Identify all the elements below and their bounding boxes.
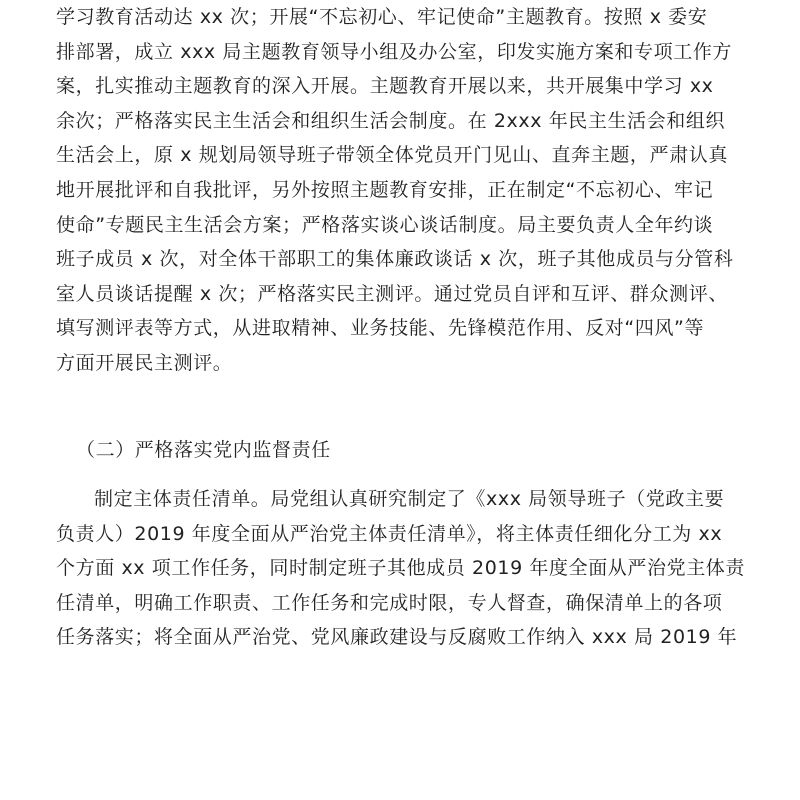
text-line: 负责人）2019 年度全面从严治党主体责任清单》，将主体责任细化分工为 xx	[56, 522, 723, 545]
text-line: 制定主体责任清单。局党组认真研究制定了《xxx 局领导班子（党政主要	[94, 488, 725, 510]
text-line: 室人员谈话提醒 x 次；严格落实民主测评。通过党员自评和互评、群众测评、	[56, 282, 728, 305]
text-line: 生活会上，原 x 规划局领导班子带领全体党员开门见山、直奔主题，严肃认真	[56, 144, 728, 167]
text-line: 方面开展民主测评。	[56, 351, 233, 374]
body-paragraph-2	[56, 482, 746, 655]
text-line: 任务落实；将全面从严治党、党风廉政建设与反腐败工作纳入 xxx 局 2019 年	[56, 626, 738, 649]
body-paragraph-1	[56, 0, 746, 381]
text-line: 个方面 xx 项工作任务，同时制定班子其他成员 2019 年度全面从严治党主体责	[56, 557, 746, 580]
text-line: 地开展批评和自我批评，另外按照主题教育安排，正在制定“不忘初心、牢记	[56, 178, 714, 201]
text-line: 排部署，成立 xxx 局主题教育领导小组及办公室，印发实施方案和专项工作方	[56, 40, 733, 63]
section-heading: （二）严格落实党内监督责任	[76, 439, 331, 461]
text-line: 学习教育活动达 xx 次；开展“不忘初心、牢记使命”主题教育。按照 x 委安	[56, 6, 708, 28]
text-line: 余次；严格落实民主生活会和组织生活会制度。在 2xxx 年民主生活会和组织	[56, 109, 726, 132]
text-line: 使命”专题民主生活会方案；严格落实谈心谈话制度。局主要负责人全年约谈	[56, 213, 714, 236]
text-line: 案，扎实推动主题教育的深入开展。主题教育开展以来，共开展集中学习 xx	[56, 75, 714, 98]
text-line: 任清单，明确工作职责、工作任务和完成时限，专人督查，确保清单上的各项	[56, 591, 723, 614]
text-line: 填写测评表等方式，从进取精神、业务技能、先锋模范作用、反对“四风”等	[56, 317, 705, 340]
text-line: 班子成员 x 次，对全体干部职工的集体廉政谈话 x 次，班子其他成员与分管科	[56, 248, 734, 271]
